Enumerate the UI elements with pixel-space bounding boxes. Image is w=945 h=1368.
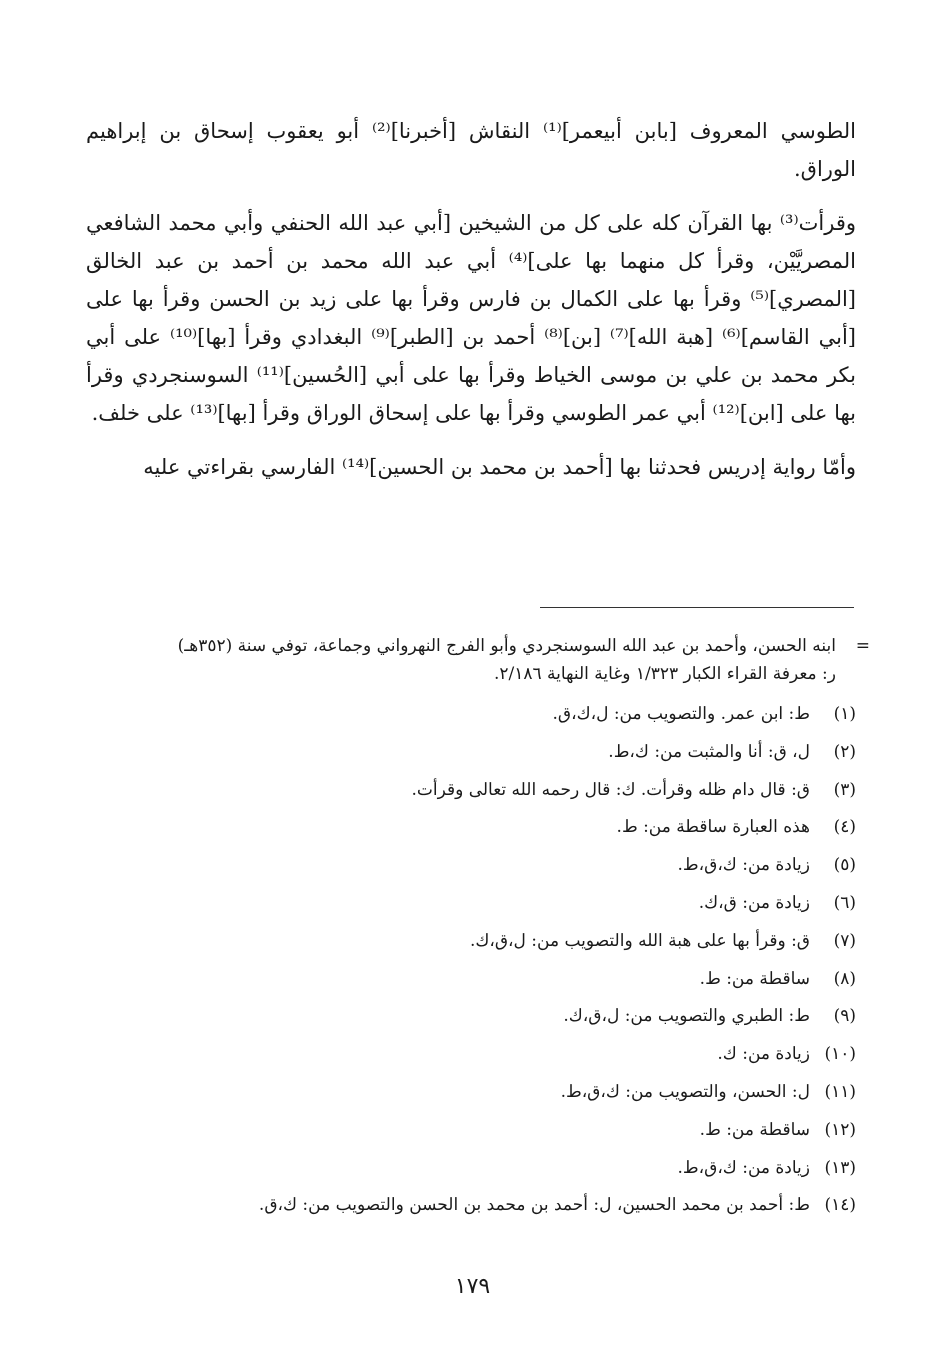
footnotes-section [80, 632, 870, 1225]
footnote-text: ساقطة من: ط. [699, 968, 810, 989]
paragraph-3: وأمّا رواية إدريس فحدثنا بها [أحمد بن محمد بن الحسين]⁽¹⁴⁾ الفارسي بقراءتي عليه [143, 455, 856, 479]
footnote-number: (١١) [824, 1081, 856, 1102]
footnote-text: زيادة من: ق،ك. [698, 892, 810, 913]
footnote-text: ط: الطبري والتصويب من: ل،ق،ك. [563, 1006, 810, 1027]
footnote-item [80, 1074, 870, 1112]
continuation-footnote [80, 632, 870, 688]
footnote-number: (٩) [833, 1006, 856, 1027]
continuation-line: ابنه الحسن، وأحمد بن عبد الله السوسنجردي وأبو الفرج النهرواني وجماعة، توفي سنة (٣٥٢هـ) [177, 636, 836, 656]
footnote-text: ل: الحسن، والتصويب من: ك،ق،ط. [560, 1081, 810, 1102]
footnote-number: (١٠) [824, 1044, 856, 1065]
footnote-text: زيادة من: ك،ق،ط. [677, 1157, 810, 1178]
footnote-item [80, 772, 870, 810]
footnote-item [80, 961, 870, 999]
continuation-marker: = [855, 636, 870, 656]
continuation-line: ر: معرفة القراء الكبار ١/٣٢٣ وغاية النهاية ٢/١٨٦. [493, 664, 836, 684]
footnote-text: ق: قال دام ظله وقرأت. ك: قال رحمه الله تعالى وقرأت. [411, 779, 810, 800]
footnote-number: (١٢) [824, 1119, 856, 1140]
footnote-item [80, 923, 870, 961]
footnote-number: (١٣) [824, 1157, 856, 1178]
paragraph-1: الطوسي المعروف [بابن أبيعمر]⁽¹⁾ النقاش [أخبرنا]⁽²⁾ أبو يعقوب إسحاق بن إبراهيم الوراق. [86, 119, 857, 181]
footnote-item [80, 1150, 870, 1188]
footnote-item [80, 1036, 870, 1074]
footnote-text: ط: أحمد بن محمد الحسين، ل: أحمد بن محمد بن الحسن والتصويب من: ك،ق. [258, 1195, 810, 1216]
footnote-number: (٢) [833, 741, 856, 762]
main-text [86, 112, 856, 486]
paragraph-2: وقرأت⁽³⁾ بها القرآن كله على كل من الشيخين [أبي عبد الله الحنفي وأبي محمد الشافعي المصريَّيْن، وقرأ كل منهما بها على]⁽⁴⁾ أبي عبد الله محمد بن أحمد بن عبد الخالق [المصري]⁽⁵⁾ وقرأ بها على الكمال بن فارس وقرأ بها على زيد بن الحسن وقرأ بها على [أبي القاسم]⁽⁶⁾ [هبة الله]⁽⁷⁾ [بن]⁽⁸⁾ أحمد بن [الطبر]⁽⁹⁾ البغدادي وقرأ [بها]⁽¹⁰⁾ على أبي بكر محمد بن علي بن موسى الخياط وقرأ بها على أبي [الحُسين]⁽¹¹⁾ السوسنجردي وقرأ بها على [ابن]⁽¹²⁾ أبي عمر الطوسي وقرأ بها على إسحاق الوراق وقرأ [بها]⁽¹³⁾ على خلف. [86, 211, 857, 425]
footnote-text: ل، ق: أنا والمثبت من: ك،ط. [608, 741, 810, 762]
footnote-item [80, 1112, 870, 1150]
footnote-separator [540, 607, 854, 608]
footnote-text: هذه العبارة ساقطة من: ط. [616, 817, 810, 838]
footnote-number: (٦) [833, 892, 856, 913]
footnote-number: (٨) [833, 968, 856, 989]
footnote-text: زيادة من: ك. [717, 1044, 810, 1065]
footnote-number: (٣) [833, 779, 856, 800]
footnote-item [80, 696, 870, 734]
footnote-item [80, 847, 870, 885]
footnote-item [80, 809, 870, 847]
footnote-item [80, 885, 870, 923]
footnote-number: (١٤) [824, 1195, 856, 1216]
footnote-text: ق: وقرأ بها على هبة الله والتصويب من: ل،ق،ك. [469, 930, 810, 951]
footnote-item [80, 998, 870, 1036]
footnote-text: ساقطة من: ط. [699, 1119, 810, 1140]
footnote-number: (٥) [833, 855, 856, 876]
footnote-number: (٤) [833, 817, 856, 838]
footnote-text: زيادة من: ك،ق،ط. [677, 855, 810, 876]
footnote-number: (٧) [833, 930, 856, 951]
page-number: ١٧٩ [454, 1274, 491, 1299]
footnote-item [80, 734, 870, 772]
footnote-item [80, 1187, 870, 1225]
footnote-text: ط: ابن عمر. والتصويب من: ل،ك،ق. [552, 704, 810, 724]
footnote-number: (١) [833, 704, 856, 724]
